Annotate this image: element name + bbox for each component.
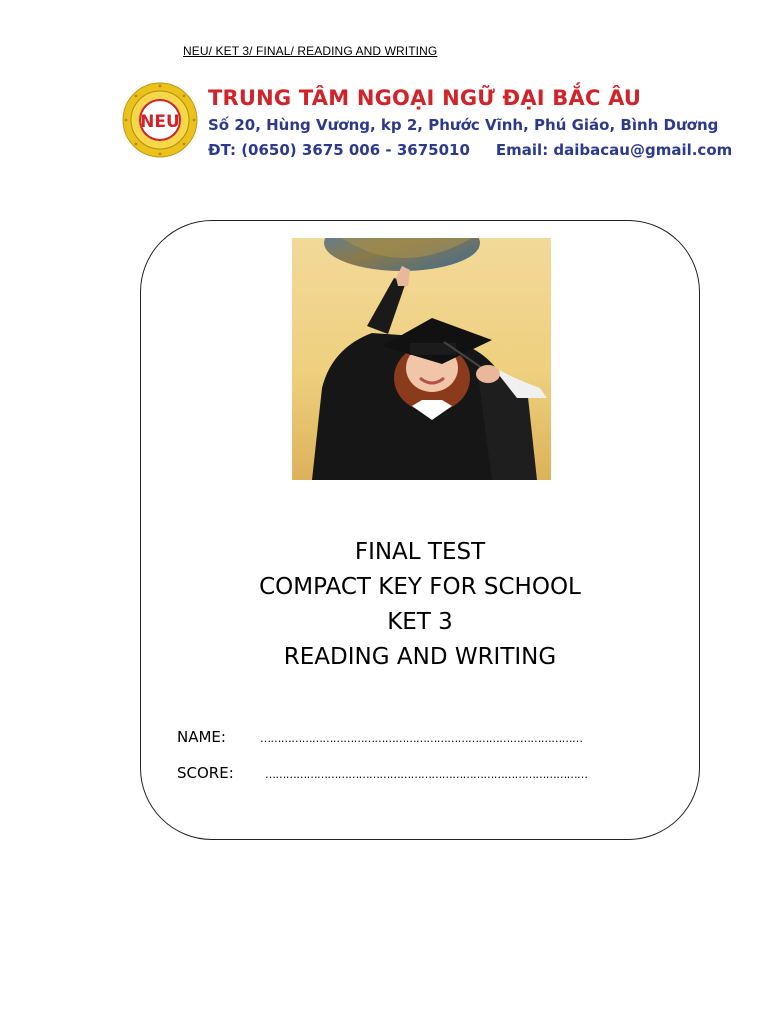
phone-text: ĐT: (0650) 3675 006 - 3675010 (208, 141, 470, 159)
email-text: Email: daibacau@gmail.com (495, 141, 733, 159)
neu-logo (122, 82, 198, 158)
name-label: NAME: (177, 728, 226, 746)
score-blank-line[interactable]: ………………………………………………………………………………… (265, 768, 588, 781)
cover-title (140, 535, 700, 675)
center-address: Số 20, Hùng Vương, kp 2, Phước Vĩnh, Phú Giáo, Bình Dương (208, 116, 719, 134)
center-name: TRUNG TÂM NGOẠI NGỮ ĐẠI BẮC ÂU (208, 86, 642, 110)
title-line-3: KET 3 (387, 609, 453, 635)
title-line-4: READING AND WRITING (283, 644, 557, 670)
center-contact (208, 141, 732, 159)
graduate-illustration (292, 238, 551, 480)
name-blank-line[interactable]: ………………………………………………………………………………… (260, 732, 583, 745)
logo-text: NEU (140, 112, 180, 132)
title-line-2: COMPACT KEY FOR SCHOOL (259, 574, 581, 600)
title-line-1: FINAL TEST (354, 539, 486, 565)
running-header: NEU/ KET 3/ FINAL/ READING AND WRITING (183, 44, 438, 58)
score-label: SCORE: (177, 764, 234, 782)
